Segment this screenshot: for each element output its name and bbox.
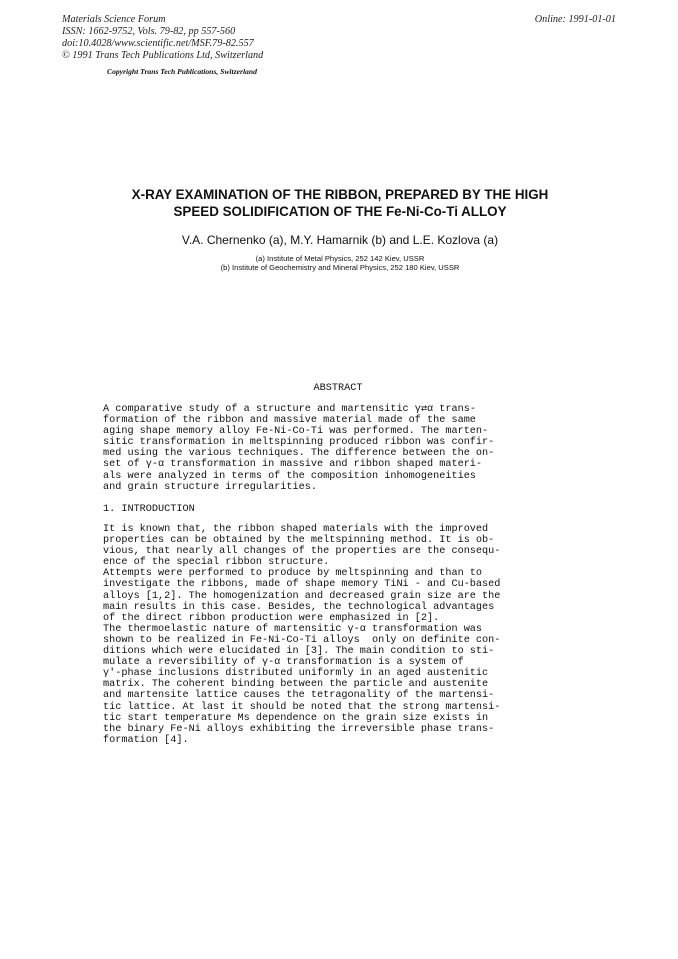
text-line: tic lattice. At last it should be noted that the strong martensi-	[103, 701, 501, 713]
title-line: SPEED SOLIDIFICATION OF THE Fe-Ni-Co-Ti ALLOY	[173, 204, 507, 219]
text-line: The thermoelastic nature of martensitic γ-α transformation was	[103, 623, 483, 635]
abstract-heading: ABSTRACT	[313, 383, 363, 394]
section-heading: 1. INTRODUCTION	[103, 504, 195, 515]
text-line: γ'-phase inclusions distributed uniformly in an aged austenitic	[103, 668, 489, 680]
text-line: sitic transformation in meltspinning produced ribbon was confir-	[103, 437, 495, 449]
text-line: med using the various techniques. The difference between the on-	[103, 448, 495, 460]
text-line: and martensite lattice causes the tetragonality of the martensi-	[103, 690, 495, 702]
text-line: ditions which were elucidated in [3]. The main condition to sti-	[103, 646, 495, 658]
title-line: X-RAY EXAMINATION OF THE RIBBON, PREPARED BY THE HIGH	[131, 187, 549, 202]
text-line: ence of the special ribbon structure.	[103, 557, 330, 569]
text-line: vious, that nearly all changes of the properties are the consequ-	[103, 546, 501, 558]
text-line: tic start temperature Ms dependence on the grain size exists in	[103, 712, 489, 724]
text-line: formation of the ribbon and massive material made of the same	[103, 415, 476, 427]
publisher-copyright: © 1991 Trans Tech Publications Ltd, Switzerland	[62, 50, 264, 61]
text-line: aging shape memory alloy Fe-Ni-Co-Ti was performed. The marten-	[103, 426, 489, 438]
issn-line: ISSN: 1662-9752, Vols. 79-82, pp 557-560	[62, 26, 236, 37]
text-line: alloys [1,2]. The homogenization and decreased grain size are the	[103, 590, 501, 602]
text-line: properties can be obtained by the meltspinning method. It is ob-	[103, 535, 495, 547]
online-date: Online: 1991-01-01	[534, 14, 616, 25]
doi-line[interactable]: doi:10.4028/www.scientific.net/MSF.79-82.557	[62, 38, 254, 49]
introduction-body	[103, 524, 500, 746]
text-line: matrix. The coherent binding between the particle and austenite	[103, 679, 489, 691]
text-line: and grain structure irregularities.	[103, 481, 317, 493]
text-line: set of γ-α transformation in massive and ribbon shaped materi-	[103, 459, 483, 471]
text-line: the binary Fe-Ni alloys exhibiting the irreversible phase trans-	[103, 723, 495, 735]
abstract-body	[103, 404, 494, 493]
text-line: formation [4].	[103, 734, 189, 746]
text-line: of the direct ribbon production were emphasized in [2].	[103, 612, 440, 624]
text-line: shown to be realized in Fe-Ni-Co-Ti alloys only on definite con-	[103, 634, 501, 646]
journal-header	[62, 14, 263, 62]
text-line: It is known that, the ribbon shaped materials with the improved	[103, 524, 489, 535]
text-line: A comparative study of a structure and martensitic γ⇄α trans-	[103, 404, 476, 415]
affiliation-b: (b) Institute of Geochemistry and Mineral Physics, 252 180 Kiev, USSR	[220, 263, 460, 272]
copyright-notice: Copyright Trans Tech Publications, Switzerland	[107, 67, 257, 76]
paper-title	[90, 186, 590, 220]
text-line: als were analyzed in terms of the composition inhomogeneities	[103, 470, 476, 482]
text-line: Attempts were performed to produce by meltspinning and than to	[103, 568, 483, 580]
text-line: mulate a reversibility of γ-α transformation is a system of	[103, 657, 464, 669]
author-list: V.A. Chernenko (a), M.Y. Hamarnik (b) and L.E. Kozlova (a)	[181, 233, 499, 247]
journal-name: Materials Science Forum	[62, 14, 166, 25]
text-line: main results in this case. Besides, the technological advantages	[103, 601, 495, 613]
affiliation-a: (a) Institute of Metal Physics, 252 142 Kiev, USSR	[255, 254, 425, 263]
text-line: investigate the ribbons, made of shape memory TiNi - and Cu-based	[103, 579, 501, 591]
